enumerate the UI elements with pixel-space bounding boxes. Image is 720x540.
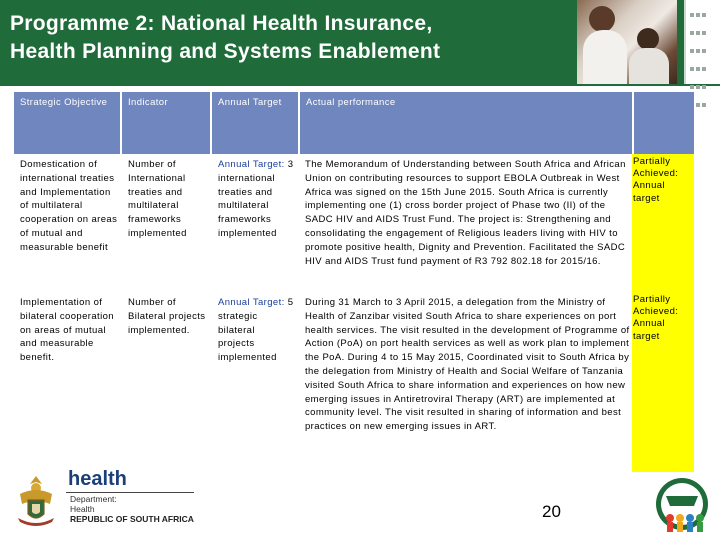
dept-line-1: Department: — [70, 494, 117, 504]
target-prefix: Annual Target: — [218, 297, 285, 308]
objective-cell: Domestication of international treaties and Implementation of multilateral cooperation on areas of mutual and measurable benefit — [20, 159, 118, 253]
target-text: 5 strategic bilateral projects implemented — [218, 297, 294, 364]
health-campaign-logo-icon — [646, 474, 716, 536]
status-cell: Partially Achieved: Annual target — [633, 156, 679, 204]
dept-line-2: Health — [70, 504, 95, 514]
header-photo — [577, 0, 677, 84]
health-wordmark: health — [68, 468, 127, 490]
indicator-cell: Number of International treaties and multilateral frameworks implemented — [128, 159, 187, 239]
title-line-1: Programme 2: National Health Insurance, — [10, 12, 433, 35]
coat-of-arms-icon — [12, 474, 60, 528]
performance-cell: During 31 March to 3 April 2015, a delegation from the Ministry of Health of Zanzibar visited South Africa to share experiences on port health services. The visit resulted in the development of Programme of Action (PoA) on port health services as well as work plan to implement the PoA. During 4 to 15 May 2015, Coordinated visit to South Africa by the delegation from Ministry of Health and Social Welfare of Tanzania visited South Africa to share information and experiences on how new emerging issues in Antiretroviral Therapy (ART) are implemented at community level. The visit resulted in sharing of information and best practices on new emerging issues in ART. — [305, 297, 630, 433]
performance-table — [14, 92, 694, 472]
page-number: 20 — [542, 502, 561, 521]
column-header-indicator: Indicator — [128, 97, 169, 108]
page-title — [10, 10, 570, 66]
indicator-cell: Number of Bilateral projects implemented. — [128, 297, 206, 336]
dept-line-3: REPUBLIC OF SOUTH AFRICA — [70, 514, 194, 524]
decorative-dots — [690, 10, 716, 72]
target-cell — [218, 158, 294, 241]
column-header-target: Annual Target — [218, 97, 282, 108]
target-text: 3 international treaties and multilateral frameworks implemented — [218, 159, 294, 239]
column-header-objective: Strategic Objective — [20, 97, 108, 108]
target-cell — [218, 296, 294, 365]
footer-divider — [66, 492, 194, 493]
performance-cell: The Memorandum of Understanding between South Africa and African Union on contributing resources to support EBOLA Outbreak in West Africa was signed on the 15th June 2015. South Africa is currently implementing one (1) cross border project of Phase two (II) of the SADC HIV and AIDS Trust Fund. The project is: Strengthening and consolidating the engagement of Religious leaders living with HIV to promote positive health, Dignity and Prevention. Facilitated the SADC HIV and AIDS Trust fund payment of R3 792 802.18 for 2015/16. — [305, 159, 626, 267]
column-header-performance: Actual performance — [306, 97, 396, 108]
title-line-2: Health Planning and Systems Enablement — [10, 40, 441, 63]
objective-cell: Implementation of bilateral cooperation on areas of mutual and measurable benefit. — [20, 297, 114, 364]
target-prefix: Annual Target: — [218, 159, 285, 170]
status-cell: Partially Achieved: Annual target — [633, 294, 679, 342]
